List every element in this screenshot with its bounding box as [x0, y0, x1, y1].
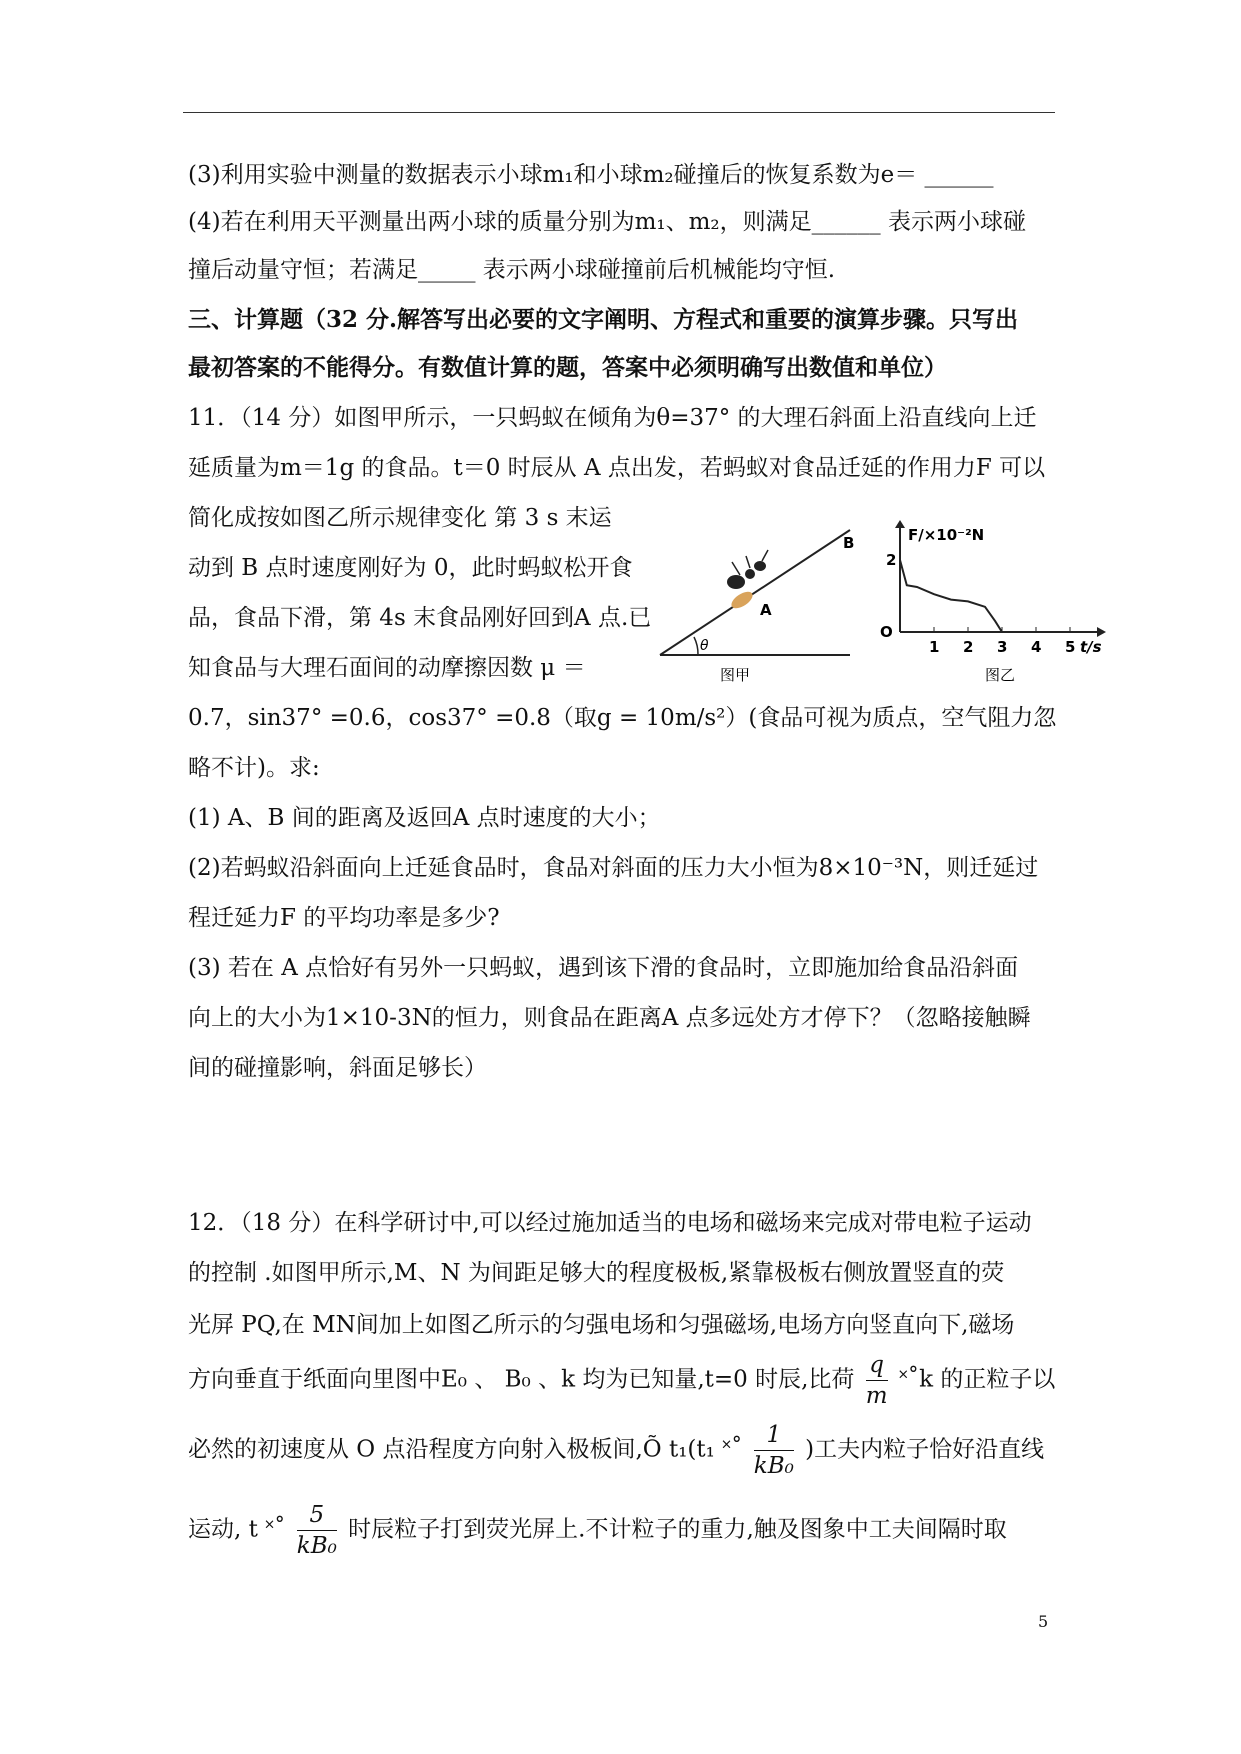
graph-xtick-3: 3 — [997, 638, 1008, 656]
graph-xtick-2: 2 — [963, 638, 974, 656]
graph-ylabel: F/×10⁻²N — [908, 526, 985, 544]
q12-line5-text: 必然的初速度从 O 点沿程度方向射入极板间,Õ t₁(t₁ ˟˚ — [188, 1436, 743, 1463]
graph-xlabel: t/s — [1080, 638, 1102, 656]
q12-line4 — [188, 1350, 1055, 1411]
q12-line6-text: 运动, t ˟˚ — [188, 1516, 286, 1543]
time2-fraction: $\frac{5}{\text{kB₀}}$ — [296, 1502, 337, 1559]
point-a-label: A — [760, 601, 772, 619]
q12-line6-tail: 时辰粒子打到荧光屏上.不计粒子的重力,触及图象中工夫间隔时取 — [348, 1516, 1007, 1543]
figure-force-graph — [872, 520, 1112, 685]
q11-sub3-line1: (3) 若在 A 点恰好有另外一只蚂蚁，遇到该下滑的食品时，立即施加给食品沿斜面 — [188, 955, 1019, 981]
q11-sub2-line1: (2)若蚂蚁沿斜面向上迁延食品时，食品对斜面的压力大小恒为8×10⁻³N，则迁延过 — [188, 855, 1039, 881]
q11-sub1: (1) A、B 间的距离及返回A 点时速度的大小； — [188, 805, 661, 831]
charge-mass-fraction: $\frac{q}{m}$ — [865, 1352, 888, 1409]
q11-line3: 简化成按如图乙所示规律变化 第 3 s 末运 — [188, 505, 612, 531]
point-b-label: B — [843, 534, 855, 552]
ant-icon — [727, 550, 768, 589]
q12-line3: 光屏 PQ,在 MN间加上如图乙所示的匀强电场和匀强磁场,电场方向竖直向下,磁场 — [188, 1312, 1015, 1338]
graph-xtick-1: 1 — [929, 638, 940, 656]
section3-heading-line1: 三、计算题（32 分.解答写出必要的文字阐明、方程式和重要的演算步骤。只写出 — [188, 306, 1019, 333]
graph-xtick-4: 4 — [1031, 638, 1042, 656]
theta-label: θ — [700, 638, 709, 654]
q12-line5-tail: )工夫内粒子恰好沿直线 — [805, 1436, 1045, 1463]
q10-part3: (3)利用实验中测量的数据表示小球m₁和小球m₂碰撞后的恢复系数为e＝ ______ — [188, 162, 994, 188]
figure-graph-caption: 图乙 — [984, 666, 1016, 684]
force-curve — [900, 560, 1002, 632]
q11-line2: 延质量为m＝1g 的食品。t＝0 时辰从 A 点出发，若蚂蚁对食品迁延的作用力F 可以 — [188, 455, 1046, 481]
q11-line1: 11．（14 分）如图甲所示，一只蚂蚁在倾角为θ=37° 的大理石斜面上沿直线向上迁 — [188, 405, 1037, 431]
figure-incline-caption: 图甲 — [719, 666, 751, 684]
q11-sub3-line2: 向上的大小为1×10-3N的恒力，则食品在距离A 点多远处方才停下？（忽略接触瞬 — [188, 1005, 1031, 1031]
q12-line1: 12．（18 分）在科学研讨中,可以经过施加适当的电场和磁场来完成对带电粒子运动 — [188, 1210, 1032, 1236]
header-rule — [183, 112, 1055, 113]
q12-line2: 的控制 .如图甲所示,M、N 为间距足够大的程度极板,紧靠极板右侧放置竖直的荧 — [188, 1260, 1005, 1286]
q10-part4-line2: 撞后动量守恒；若满足_____ 表示两小球碰撞前后机械能均守恒. — [188, 257, 836, 283]
q11-line8: 略不计)。求: — [188, 755, 320, 781]
page-number: 5 — [1038, 1612, 1049, 1631]
q12-line5 — [188, 1420, 1044, 1481]
q11-sub3-line3: 间的碰撞影响，斜面足够长） — [188, 1055, 487, 1081]
graph-ytick: 2 — [886, 551, 897, 569]
q11-sub2-line2: 程迁延力F 的平均功率是多少? — [188, 905, 500, 931]
q12-line4-tail: ˟˚k 的正粒子以 — [898, 1366, 1056, 1393]
q10-part4-line1: (4)若在利用天平测量出两小球的质量分别为m₁、m₂，则满足______ 表示两小球碰 — [188, 209, 1026, 235]
q11-line4: 动到 B 点时速度刚好为 0，此时蚂蚁松开食 — [188, 555, 633, 581]
figure-incline — [650, 520, 870, 685]
time1-fraction: $\frac{1}{\text{kB₀}}$ — [753, 1422, 794, 1479]
q12-line4-text: 方向垂直于纸面向里图中E₀ 、 B₀ 、k 均为已知量,t=0 时辰,比荷 — [188, 1366, 855, 1393]
q11-line7: 0.7，sin37° =0.6，cos37° =0.8（取g = 10m/s²）(食品可视为质点，空气阻力忽 — [188, 705, 1057, 731]
q11-line5: 品，食品下滑，第 4s 末食品刚好回到A 点.已 — [188, 605, 652, 631]
graph-xtick-5: 5 — [1065, 638, 1076, 656]
graph-origin: O — [880, 623, 893, 641]
section3-heading-line2: 最初答案的不能得分。有数值计算的题，答案中必须明确写出数值和单位） — [188, 354, 947, 381]
q11-line6: 知食品与大理石面间的动摩擦因数 μ ＝ — [188, 655, 586, 681]
q12-line6 — [188, 1500, 1007, 1561]
